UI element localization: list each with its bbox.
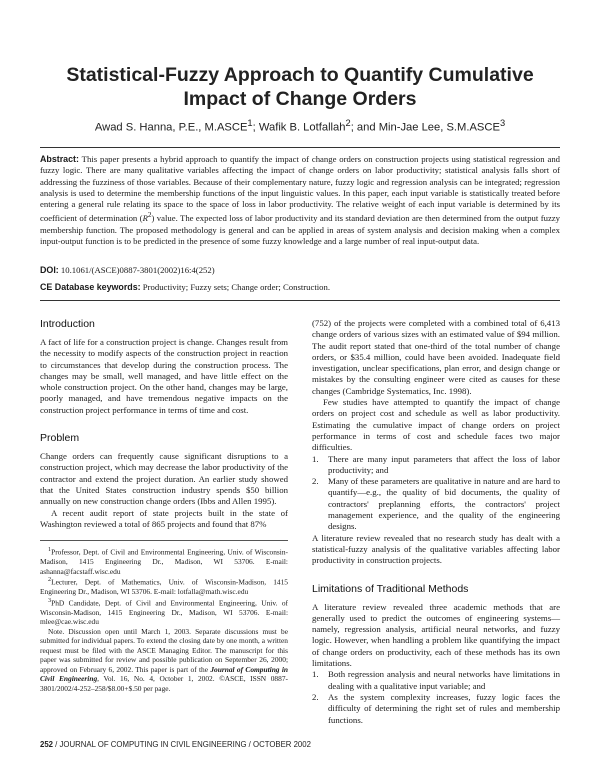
paper-title: Statistical-Fuzzy Approach to Quantify Cumulative Impact of Change Orders — [66, 64, 534, 110]
footnote-1-text: Professor, Dept. of Civil and Environmental Engineering, Univ. of Wisconsin-Madison, 1415 Engineering Dr., Madison, WI 53706. E-mail: ashanna@facstaff.wisc.edu — [40, 547, 288, 576]
list-number: 1. — [312, 453, 319, 464]
doi-line — [40, 265, 560, 275]
list-item — [312, 476, 560, 532]
footnote-1 — [40, 546, 288, 576]
footnote-3-text: PhD Candidate, Dept. of Civil and Environmental Engineering, Univ. of Wisconsin-Madison, 1415 Engineering Dr., Madison, WI 53706. E-mail: mlee@cae.wisc.edu — [40, 598, 288, 627]
limitations-heading: Limitations of Traditional Methods — [312, 582, 469, 595]
list-number: 1. — [312, 669, 319, 680]
author-separator: ; — [252, 121, 259, 134]
author-line — [20, 118, 580, 134]
doi-value: 10.1061/(ASCE)0887-3801(2002)16:4(252) — [60, 265, 215, 275]
note-journal-name: Journal of Computing in Civil Engineering — [40, 664, 288, 684]
right-column — [312, 318, 560, 726]
problem-paragraph-2: A recent audit report of state projects built in the state of Washington reviewed a total of 865 projects and found that 87% — [40, 507, 288, 529]
footnote-1-marker: 1 — [48, 547, 52, 554]
list-item — [312, 692, 560, 726]
author-3-affil: 3 — [499, 118, 506, 128]
list-item-text: As the system complexity increases, fuzzy logic faces the difficulty of determining the right set of rules and membership functions. — [328, 691, 560, 725]
page-footer — [40, 740, 311, 749]
footnote-2-marker: 2 — [48, 577, 52, 584]
doi-label: DOI: — [40, 265, 59, 275]
keywords-label: CE Database keywords: — [40, 282, 141, 292]
author-1: Awad S. Hanna, P.E., M.ASCE — [94, 121, 248, 134]
keywords-line — [40, 282, 560, 292]
left-column — [40, 318, 288, 693]
list-item-text: Both regression analysis and neural networks have limitations in dealing with a qualitative input variable; and — [328, 669, 560, 691]
discussion-note — [40, 627, 288, 694]
author-3: Min-Jae Lee, S.M.ASCE — [378, 121, 500, 134]
author-separator: ; and — [350, 121, 379, 134]
abstract — [40, 154, 560, 247]
author-2-affil: 2 — [345, 118, 351, 128]
list-number: 2. — [312, 476, 319, 487]
footnote-divider — [40, 540, 288, 541]
footnote-3-marker: 3 — [48, 597, 52, 604]
author-1-affil: 1 — [247, 118, 253, 128]
abstract-label: Abstract: — [40, 154, 79, 164]
list-number: 2. — [312, 691, 319, 702]
footnotes — [40, 546, 288, 693]
literature-paragraph: A literature review revealed that no research study has dealt with a statistical-fuzzy analysis of the qualitative variables affecting labor productivity in construction projects. — [312, 532, 560, 566]
difficulties-list — [312, 454, 560, 533]
problem-paragraph-1: Change orders can frequently cause significant disruptions to a construction project, which may decrease the labor productivity of the contractor and extend the project duration. An earlier study showed that the United States construction industry spends $50 billion annually on new construction change orders (Ibbs and Allen 1995). — [40, 451, 288, 507]
r-superscript: 2 — [147, 211, 152, 220]
list-item — [312, 454, 560, 477]
list-item-text: Many of these parameters are qualitative in nature and are hard to quantify—e.g., the quality of bid documents, the quality of contractors' preplanning efforts, the contractors' project management experience, and the quality of the engineering designs. — [328, 476, 560, 532]
list-item-text: There are many input parameters that affect the loss of labor productivity; and — [328, 453, 560, 475]
abstract-divider — [40, 300, 560, 301]
note-text-post: , Vol. 16, No. 4, October 1, 2002. ©ASCE, ISSN 0887-3801/2002/4-252–258/$8.00+$.50 per page. — [40, 674, 288, 693]
page-number: 252 — [40, 740, 54, 749]
author-2: Wafik B. Lotfallah — [258, 121, 346, 134]
problem-heading: Problem — [40, 432, 80, 445]
introduction-paragraph: A fact of life for a construction project is change. Changes result from the necessity to modify aspects of the construction project in reaction to circumstances that develop during the construction process. The changes may be small, well managed, and have little effect on the whole construction project. On the other hand, changes may be large, poorly managed, and have tremendous negative impacts on the construction project performance in terms of time and cost. — [40, 337, 288, 415]
abstract-text-pre: This paper presents a hybrid approach to quantify the impact of change orders on construction projects using statistical regression and fuzzy logic. There are many qualitative variables affecting the impact of change orders on labor productivity; statistical analysis falls short of addressing the fuzziness of those variables. Because of their complementary nature, fuzzy logic and regression analysis can be integrated; regression analysis is used to determine the membership functions of the input linguistic values. In this paper, each input variable is statistically treated before entering a general rule relating its space to the space of loss in labor productivity. The relative weight of each input variable is determined by its coefficient of determination ( — [40, 154, 561, 224]
note-text-pre: Note. Discussion open until March 1, 2003. Separate discussions must be submitted for individual papers. To extend the closing date by one month, a written request must be filed with the ASCE Managing Editor. The manuscript for this paper was submitted for review and possible publication on September 26, 2000; approved on February 6, 2002. This paper is part of the — [40, 626, 288, 674]
limitations-paragraph: A literature review revealed three academic methods that are generally used to predict the outcomes of engineering systems—namely, regression analysis, artificial neural networks, and fuzzy logic. However, when handling a problem like quantifying the impact of change orders on productivity, each of these methods has its own limitations. — [312, 601, 560, 669]
studies-paragraph: Few studies have attempted to quantify the impact of change orders on project cost and schedule as well as labor productivity. Estimating the cumulative impact of change orders on project performance in terms of cost and schedule faces two major difficulties. — [312, 397, 560, 453]
abstract-text-post: ) value. The expected loss of labor productivity and its standard deviation are then determined from the output fuzzy membership function. The proposed methodology is general and can be applied in areas of system analysis and decision making when a complex input-output function is to be predicted in the presence of some fuzzy knowledge and a large number of real input-output data. — [40, 213, 561, 246]
introduction-heading: Introduction — [40, 318, 95, 330]
footnote-2 — [40, 576, 288, 596]
limitations-list — [312, 669, 560, 725]
footnote-3 — [40, 597, 288, 627]
keywords-value: Productivity; Fuzzy sets; Change order; Construction. — [142, 282, 331, 292]
list-item — [312, 669, 560, 692]
footnote-2-text: Lecturer, Dept. of Mathematics, Univ. of Wisconsin-Madison, 1415 Engineering Dr., Madison, WI 53706. E-mail: lotfalla@math.wisc.edu — [40, 577, 288, 597]
journal-running-footer: / JOURNAL OF COMPUTING IN CIVIL ENGINEERING / OCTOBER 2002 — [53, 740, 311, 749]
audit-paragraph: (752) of the projects were completed with a combined total of 6,413 change orders of various sizes with an estimated value of $94 million. The audit report stated that one-third of the total number of change orders, or $35.4 million, could have been avoided. Inadequate field investigation, unclear specifications, plan error, and design change or mistakes by the consulting engineer were cited as causes for these changes (Cambridge Systematics, Inc. 1998). — [312, 318, 560, 396]
header-divider — [40, 147, 560, 148]
r-symbol: R — [142, 213, 148, 224]
